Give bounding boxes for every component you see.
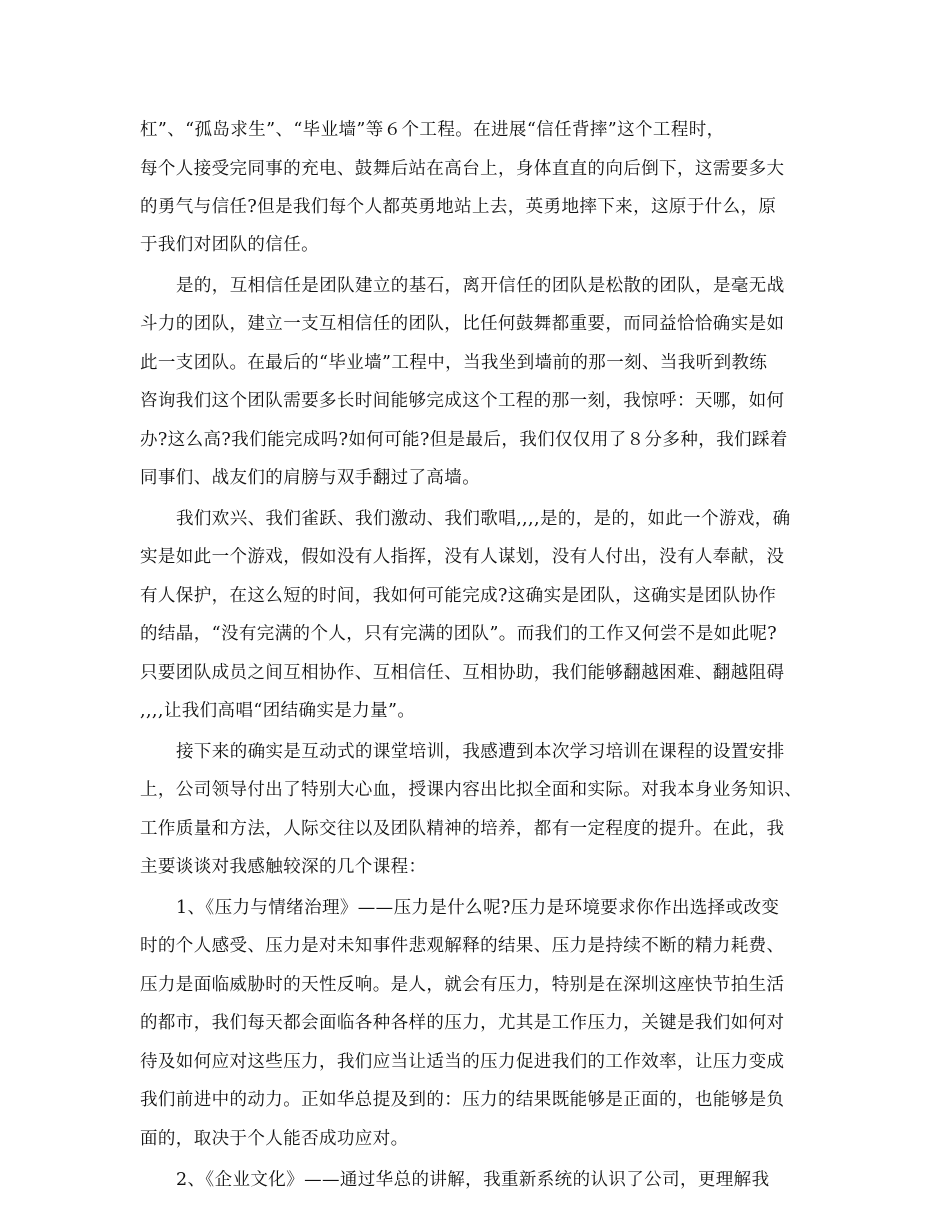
text-line-21: 1、《压力与情绪治理》——压力是什么呢?压力是环境要求你作出选择或改变	[176, 898, 780, 918]
text-line-15: 只要团队成员之间互相协作、互相信任、互相协助，我们能够翻越困难、翻越阻碍	[140, 663, 785, 683]
text-line-24: 的都市，我们每天都会面临各种各样的压力，尤其是工作压力，关键是我们如何对	[140, 1013, 785, 1033]
text-line-10: 同事们、战友们的肩膀与双手翻过了高墙。	[140, 468, 481, 488]
text-line-23: 压力是面临威胁时的天性反响。是人，就会有压力，特别是在深圳这座快节拍生活	[140, 975, 785, 995]
text-line-4: 于我们对团队的信任。	[140, 235, 319, 255]
text-line-16: ,,,,让我们高唱“团结确实是力量”。	[140, 701, 416, 721]
text-line-1: 杠”、“孤岛求生”、“毕业墙”等６个工程。在进展“信任背摔”这个工程时，	[140, 120, 725, 140]
text-line-22: 时的个人感受、压力是对未知事件悲观解释的结果、压力是持续不断的精力耗费、	[140, 936, 785, 956]
text-line-8: 咨询我们这个团队需要多长时间能够完成这个工程的那一刻，我惊呼：天哪，如何	[140, 391, 785, 411]
text-line-3: 的勇气与信任?但是我们每个人都英勇地站上去，英勇地摔下来，这原于什么，原	[140, 197, 777, 217]
text-line-26: 我们前进中的动力。正如华总提及到的：压力的结果既能够是正面的，也能够是负	[140, 1090, 785, 1110]
text-line-14: 的结晶，“没有完满的个人，只有完满的团队”。而我们的工作又何尝不是如此呢?	[140, 624, 778, 644]
text-line-27: 面的，取决于个人能否成功应对。	[140, 1129, 409, 1149]
text-line-2: 每个人接受完同事的充电、鼓舞后站在高台上，身体直直的向后倒下，这需要多大	[140, 159, 785, 179]
text-line-17: 接下来的确实是互动式的课堂培训，我感遭到本次学习培训在课程的设置安排	[176, 742, 785, 762]
text-line-18: 上，公司领导付出了特别大心血，授课内容出比拟全面和实际。对我本身业务知识、	[140, 780, 803, 800]
text-line-7: 此一支团队。在最后的“毕业墙”工程中，当我坐到墙前的那一刻、当我听到教练	[140, 353, 768, 373]
text-line-5: 是的，互相信任是团队建立的基石，离开信任的团队是松散的团队，是毫无战	[176, 276, 785, 296]
text-line-13: 有人保护，在这么短的时间，我如何可能完成?这确实是团队，这确实是团队协作	[140, 586, 777, 606]
text-line-25: 待及如何应对这些压力，我们应当让适当的压力促进我们的工作效率，让压力变成	[140, 1052, 785, 1072]
text-line-6: 斗力的团队，建立一支互相信任的团队，比任何鼓舞都重要，而同益恰恰确实是如	[140, 314, 785, 334]
text-line-11: 我们欢兴、我们雀跃、我们激动、我们歌唱,,,,是的，是的，如此一个游戏，确	[176, 509, 791, 529]
text-line-9: 办?这么高?我们能完成吗?如何可能?但是最后，我们仅仅用了８分多种，我们踩着	[140, 430, 788, 450]
text-line-20: 主要谈谈对我感触较深的几个课程：	[140, 857, 427, 877]
text-line-28: 2、《企业文化》——通过华总的讲解，我重新系统的认识了公司，更理解我	[176, 1170, 770, 1190]
text-line-19: 工作质量和方法，人际交往以及团队精神的培养，都有一定程度的提升。在此，我	[140, 819, 785, 839]
text-line-12: 实是如此一个游戏，假如没有人指挥，没有人谋划，没有人付出，没有人奉献，没	[140, 547, 785, 567]
